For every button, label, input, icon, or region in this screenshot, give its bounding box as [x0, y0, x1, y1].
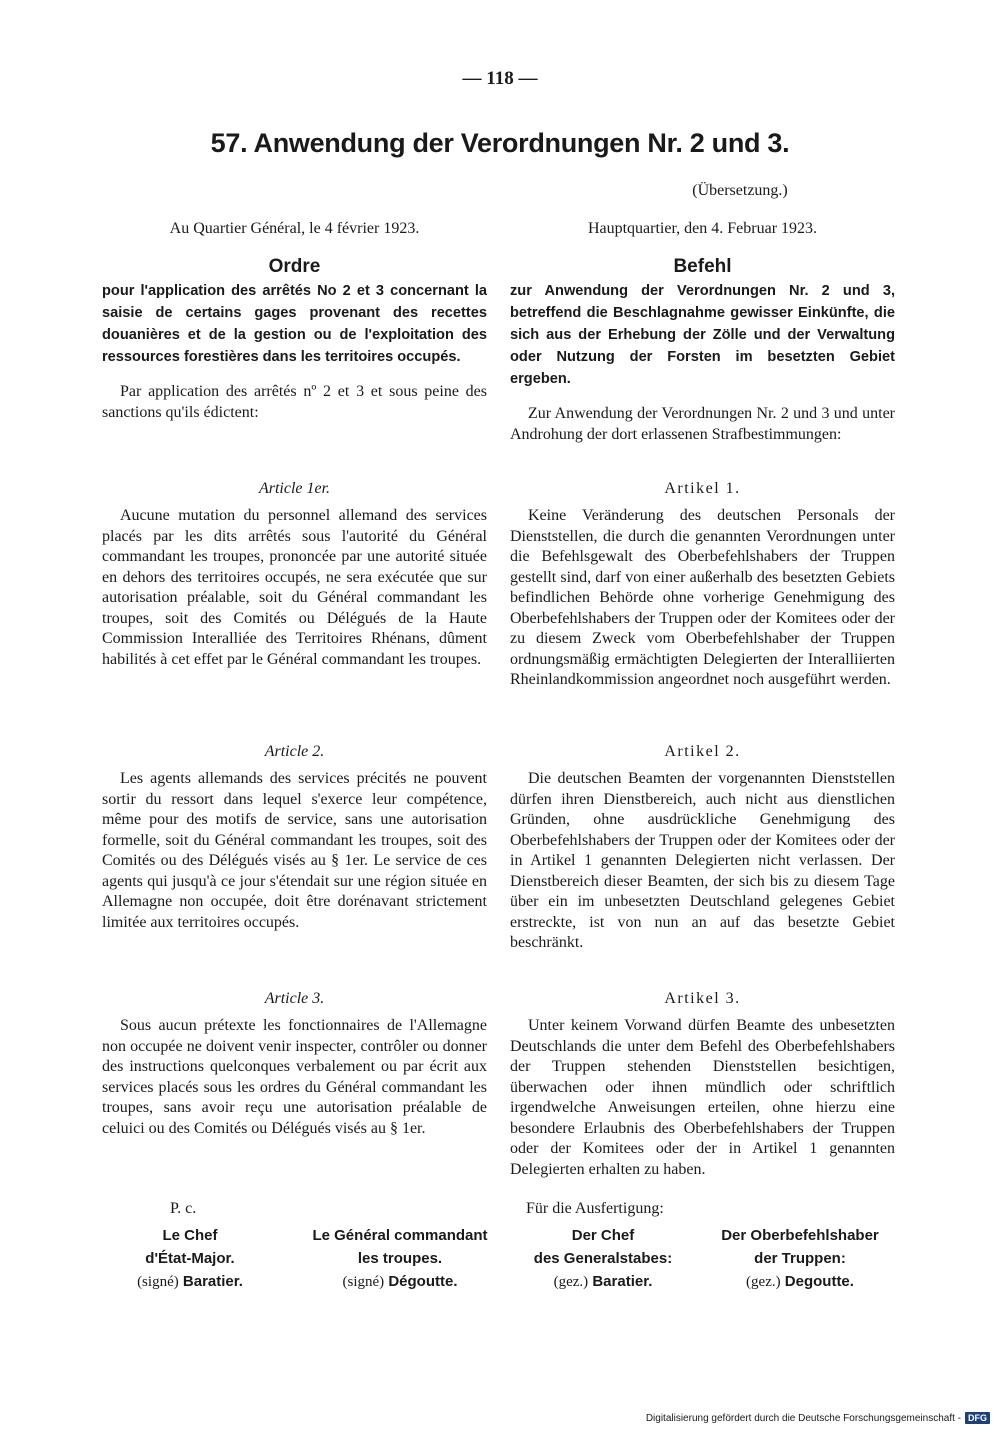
signature-line: d'État-Major.	[145, 1250, 235, 1267]
page-title: 57. Anwendung der Verordnungen Nr. 2 und 3.	[210, 128, 790, 158]
german-article-1	[510, 480, 895, 691]
french-dateline: Au Quartier Général, le 4 février 1923.	[169, 220, 420, 237]
signature-line: Der Oberbefehlshaber	[721, 1227, 879, 1244]
french-signature-chief	[110, 1224, 270, 1294]
german-dateline: Hauptquartier, den 4. Februar 1923.	[587, 220, 818, 237]
french-article-text: Aucune mutation du personnel allemand des services placés par les dits arrêtés sous l'autorité du Général commandant les troupes, prononcée par une autorité située en dehors des territoires occupés, ne sera exécutée que sur autorisation préalable, soit du Général commandant les troupes, soit des Comités ou Délégués de la Haute Commission Interalliée des Territoires Rhénans, dûment habilités à cet effet par le Général commandant les troupes.	[102, 507, 487, 668]
digitization-footer	[646, 1412, 990, 1424]
signature-line: des Generalstabes:	[533, 1250, 673, 1267]
german-article-text: Keine Veränderung des deutschen Personals der Dienststellen, die durch die genannten Verordnungen unter die Befehlsgewalt des Oberbefehlshabers der Truppen gestellt sind, darf von einer außerhalb des besetzten Gebiets befindlichen Behörde ohne vorherige Genehmigung des Oberbefehlshabers der Truppen oder der Komitees oder der zu diesem Zweck vom Oberbefehlshaber der Truppen ordnungsmäßig ermächtigten Delegierten der Interalliierten Rheinlandkommission angeordnet noch ausgeführt werden.	[510, 507, 895, 688]
signature-line: Le Général commandant	[312, 1227, 488, 1244]
german-preamble: Zur Anwendung der Verordnungen Nr. 2 und 3 und unter Androhung der dort erlassenen Strafbestimmungen:	[510, 405, 895, 443]
german-sign-prefix: Für die Ausfertigung:	[526, 1200, 664, 1217]
page-number: — 118 —	[462, 68, 538, 89]
french-article-title: Article 1er.	[258, 480, 331, 497]
french-column	[102, 220, 487, 423]
french-signature-general	[300, 1224, 500, 1294]
german-article-text: Unter keinem Vorwand dürfen Beamte des unbesetzten Deutschlands die unter dem Befehl des Oberbefehlshabers der Truppen stehenden Dienststellen besichtigen, überwachen oder ihnen mündlich oder schriftlich irgendwelche Anweisungen erteilen, ohne hierzu eine besondere Erlaubnis des Oberbefehlshabers der Truppen oder der Komitees oder der in Artikel 1 genannten Delegierten erhalten zu haben.	[510, 1017, 895, 1178]
german-heading: Befehl	[673, 256, 732, 277]
signatory-name: Baratier.	[592, 1273, 653, 1290]
french-article-2	[102, 743, 487, 933]
signatory-name: Dégoutte.	[388, 1273, 458, 1290]
french-article-text: Les agents allemands des services précités ne pouvent sortir du ressort dans lequel s'exerce leur compétence, même pour des motifs de service, sans une autorisation formelle, soit du Général commandant les troupes, soit des Comités ou des Délégués visés au § 1er. Le service de ces agents qui jusqu'à ce jour s'étendait sur une région située en Allemagne non occupée, doit être dorénavant strictement limitée aux territoires occupés.	[102, 770, 487, 931]
signatory-name: Baratier.	[182, 1273, 243, 1290]
german-article-2	[510, 743, 895, 954]
dfg-logo-icon: DFG	[965, 1412, 990, 1424]
german-article-title: Artikel 3.	[664, 990, 741, 1007]
french-article-title: Article 2.	[264, 743, 325, 760]
french-sign-prefix: P. c.	[170, 1200, 197, 1217]
french-article-1	[102, 480, 487, 670]
french-intro: pour l'application des arrêtés No 2 et 3 concernant la saisie de certains gages provenant des recettes douanières et de la gestion ou de l'exploitation des ressources forestières dans les territoires occupés.	[102, 283, 487, 365]
signed-label: (gez.)	[553, 1274, 589, 1290]
signature-line: der Truppen:	[754, 1250, 846, 1267]
footer-text: Digitalisierung gefördert durch die Deutsche Forschungsgemeinschaft -	[645, 1412, 961, 1424]
french-article-3	[102, 990, 487, 1139]
french-preamble: Par application des arrêtés nº 2 et 3 et sous peine des sanctions qu'ils édictent:	[102, 383, 487, 421]
german-article-title: Artikel 2.	[664, 743, 741, 760]
french-heading: Ordre	[268, 256, 321, 277]
german-signature-commander	[700, 1224, 900, 1294]
german-column	[510, 220, 895, 445]
french-article-text: Sous aucun prétexte les fonctionnaires de l'Allemagne non occupée ne doivent venir inspecter, contrôler ou donner des instructions quelconques verbalement ou par écrit aux services placés sous les ordres du Général commandant les troupes, sans avoir reçu une autorisation préalable de celuici ou des Comités ou Délégués visés au § 1er.	[102, 1017, 487, 1137]
german-intro: zur Anwendung der Verordnungen Nr. 2 und 3, betreffend die Beschlagnahme gewisser Einkünfte, die sich aus der Erhebung der Zölle und der Verwaltung oder Nutzung der Forsten im besetzten Gebiet ergeben.	[510, 283, 895, 387]
translation-note: (Übersetzung.)	[692, 182, 788, 199]
german-signature-chief	[518, 1224, 688, 1294]
signature-line: Der Chef	[571, 1227, 635, 1244]
signed-label: (signé)	[342, 1274, 385, 1290]
french-article-title: Article 3.	[264, 990, 325, 1007]
german-article-text: Die deutschen Beamten der vorgenannten Dienststellen dürfen ihren Dienstbereich, auch nicht aus dienstlichen Gründen, ohne ausdrückliche Genehmigung des Oberbefehlshabers der Truppen oder der Komitees oder der in Artikel 1 genannten Delegierten nicht verlassen. Der Dienstbereich dieser Beamten, der sich bis zu diesem Tage über ein im unbesetzten Deutschland gelegenes Gebiet erstreckte, ist von nun an auf das besetzte Gebiet beschränkt.	[510, 770, 895, 951]
signed-label: (gez.)	[746, 1274, 781, 1290]
signature-line: les troupes.	[357, 1250, 443, 1267]
signed-label: (signé)	[137, 1274, 179, 1290]
signatory-name: Degoutte.	[784, 1273, 854, 1290]
signature-line: Le Chef	[162, 1227, 218, 1244]
german-article-3	[510, 990, 895, 1180]
german-article-title: Artikel 1.	[664, 480, 741, 497]
